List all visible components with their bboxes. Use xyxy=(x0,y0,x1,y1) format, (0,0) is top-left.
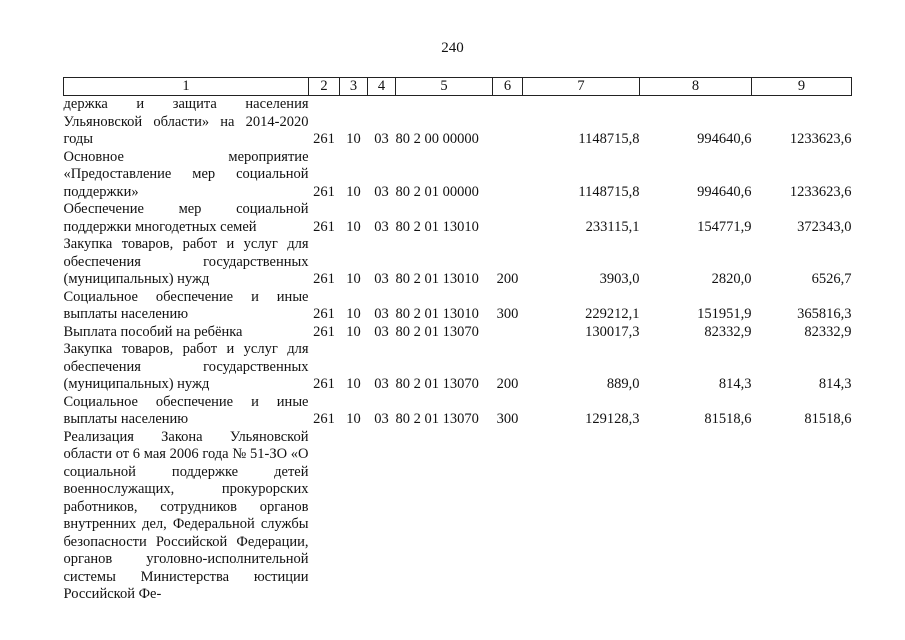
cell-admin-code: 261 xyxy=(313,323,335,340)
cell-amount-col8: 994640,6 xyxy=(697,131,752,147)
cell-section: 10 xyxy=(346,376,361,392)
cell-expense-type xyxy=(493,429,523,604)
cell-amount-col7: 3903,0 xyxy=(599,271,640,287)
table-header-row xyxy=(64,78,852,96)
column-header: 5 xyxy=(396,78,493,96)
column-header: 8 xyxy=(640,78,752,96)
row-label: Реализация Закона Ульяновской области от 6 мая 2006 года № 51-ЗО «О социальной поддержке детей военнослужащих, прокурорских работников, сотрудников органов внутренних дел, Федеральной службы безопасности Российской Федерации, органов уголовно-исполнительной системы Министерства юстиции Российской Фе- xyxy=(63,428,309,602)
cell-expense-type: 300 xyxy=(496,306,519,322)
cell-subsection xyxy=(368,429,396,604)
cell-section: 10 xyxy=(346,306,361,322)
cell-amount-col9: 365816,3 xyxy=(797,306,852,322)
table-row xyxy=(64,96,852,149)
column-header: 4 xyxy=(368,78,396,96)
cell-subsection: 03 xyxy=(374,323,389,340)
cell-amount-col7: 130017,3 xyxy=(585,323,640,340)
cell-amount-col9: 6526,7 xyxy=(811,271,852,287)
cell-expense-type xyxy=(493,96,523,149)
table-row xyxy=(64,201,852,236)
cell-section: 10 xyxy=(346,271,361,287)
cell-subsection: 03 xyxy=(374,183,389,200)
cell-amount-col8: 154771,9 xyxy=(697,218,752,235)
table-row xyxy=(64,149,852,202)
row-label: Социальное обеспечение и иные выплаты населению xyxy=(63,288,309,322)
row-label: Закупка товаров, работ и услуг для обеспечения государственных (муниципальных) нужд xyxy=(63,236,309,287)
cell-amount-col9 xyxy=(752,429,852,604)
budget-table xyxy=(63,77,852,604)
cell-amount-col7: 1148715,8 xyxy=(578,131,640,147)
table-row xyxy=(64,324,852,342)
column-header: 6 xyxy=(493,78,523,96)
column-header: 3 xyxy=(340,78,368,96)
column-header: 7 xyxy=(523,78,640,96)
cell-expense-type: 200 xyxy=(496,376,519,392)
cell-target-article: 80 2 01 13070 xyxy=(395,323,479,340)
cell-amount-col8: 81518,6 xyxy=(704,411,752,427)
cell-amount-col9: 814,3 xyxy=(818,376,852,392)
cell-expense-type xyxy=(493,324,523,342)
cell-target-article: 80 2 01 13070 xyxy=(395,376,479,392)
cell-subsection: 03 xyxy=(374,376,389,392)
cell-admin-code: 261 xyxy=(313,306,335,322)
cell-amount-col9: 1233623,6 xyxy=(789,183,852,200)
cell-expense-type: 300 xyxy=(496,411,519,427)
cell-subsection: 03 xyxy=(374,306,389,322)
cell-target-article: 80 2 01 13010 xyxy=(395,218,479,235)
cell-section: 10 xyxy=(346,323,361,340)
column-header: 2 xyxy=(309,78,340,96)
cell-amount-col7: 889,0 xyxy=(606,376,640,392)
cell-target-article xyxy=(396,429,493,604)
cell-admin-code: 261 xyxy=(313,131,335,147)
cell-target-article: 80 2 01 00000 xyxy=(395,183,479,200)
cell-subsection: 03 xyxy=(374,411,389,427)
cell-target-article: 80 2 01 13010 xyxy=(395,306,479,322)
cell-amount-col8: 151951,9 xyxy=(697,306,752,322)
cell-amount-col7 xyxy=(523,429,640,604)
cell-admin-code: 261 xyxy=(313,183,335,200)
table-row xyxy=(64,236,852,289)
cell-expense-type xyxy=(493,201,523,236)
table-row xyxy=(64,429,852,604)
cell-amount-col8: 2820,0 xyxy=(711,271,752,287)
cell-admin-code: 261 xyxy=(313,271,335,287)
cell-expense-type: 200 xyxy=(496,271,519,287)
cell-admin-code: 261 xyxy=(313,411,335,427)
cell-amount-col8: 82332,9 xyxy=(704,323,752,340)
cell-section: 10 xyxy=(346,131,361,147)
cell-section: 10 xyxy=(346,411,361,427)
cell-subsection: 03 xyxy=(374,131,389,147)
column-header: 1 xyxy=(64,78,309,96)
cell-section: 10 xyxy=(346,183,361,200)
row-label: Основное мероприятие «Предоставление мер социальной поддержки» xyxy=(63,148,309,200)
table-row xyxy=(64,394,852,429)
cell-admin-code xyxy=(309,429,340,604)
row-label: Обеспечение мер социальной поддержки многодетных семей xyxy=(63,201,309,235)
cell-amount-col9: 82332,9 xyxy=(804,323,852,340)
row-label: Социальное обеспечение и иные выплаты населению xyxy=(63,393,309,427)
cell-amount-col8: 814,3 xyxy=(718,376,752,392)
cell-amount-col9: 372343,0 xyxy=(797,218,852,235)
cell-subsection: 03 xyxy=(374,218,389,235)
cell-expense-type xyxy=(493,149,523,202)
cell-amount-col8: 994640,6 xyxy=(697,183,752,200)
cell-section: 10 xyxy=(346,218,361,235)
page-number: 240 xyxy=(441,40,464,56)
cell-target-article: 80 2 00 00000 xyxy=(395,131,479,147)
cell-admin-code: 261 xyxy=(313,376,335,392)
table-row xyxy=(64,341,852,394)
row-label: Выплата пособий на ребёнка xyxy=(63,323,243,340)
cell-amount-col7: 1148715,8 xyxy=(578,183,640,200)
cell-amount-col8 xyxy=(640,429,752,604)
row-label: держка и защита населения Ульяновской области» на 2014-2020 годы xyxy=(63,96,309,147)
column-header: 9 xyxy=(752,78,852,96)
cell-amount-col9: 1233623,6 xyxy=(789,131,852,147)
cell-subsection: 03 xyxy=(374,271,389,287)
cell-amount-col9: 81518,6 xyxy=(804,411,852,427)
cell-admin-code: 261 xyxy=(313,218,335,235)
row-label: Закупка товаров, работ и услуг для обеспечения государственных (муниципальных) нужд xyxy=(63,341,309,392)
cell-amount-col7: 129128,3 xyxy=(585,411,640,427)
table-row xyxy=(64,289,852,324)
cell-target-article: 80 2 01 13070 xyxy=(395,411,479,427)
cell-section xyxy=(340,429,368,604)
cell-target-article: 80 2 01 13010 xyxy=(395,271,479,287)
cell-amount-col7: 229212,1 xyxy=(585,306,640,322)
cell-amount-col7: 233115,1 xyxy=(585,218,640,235)
